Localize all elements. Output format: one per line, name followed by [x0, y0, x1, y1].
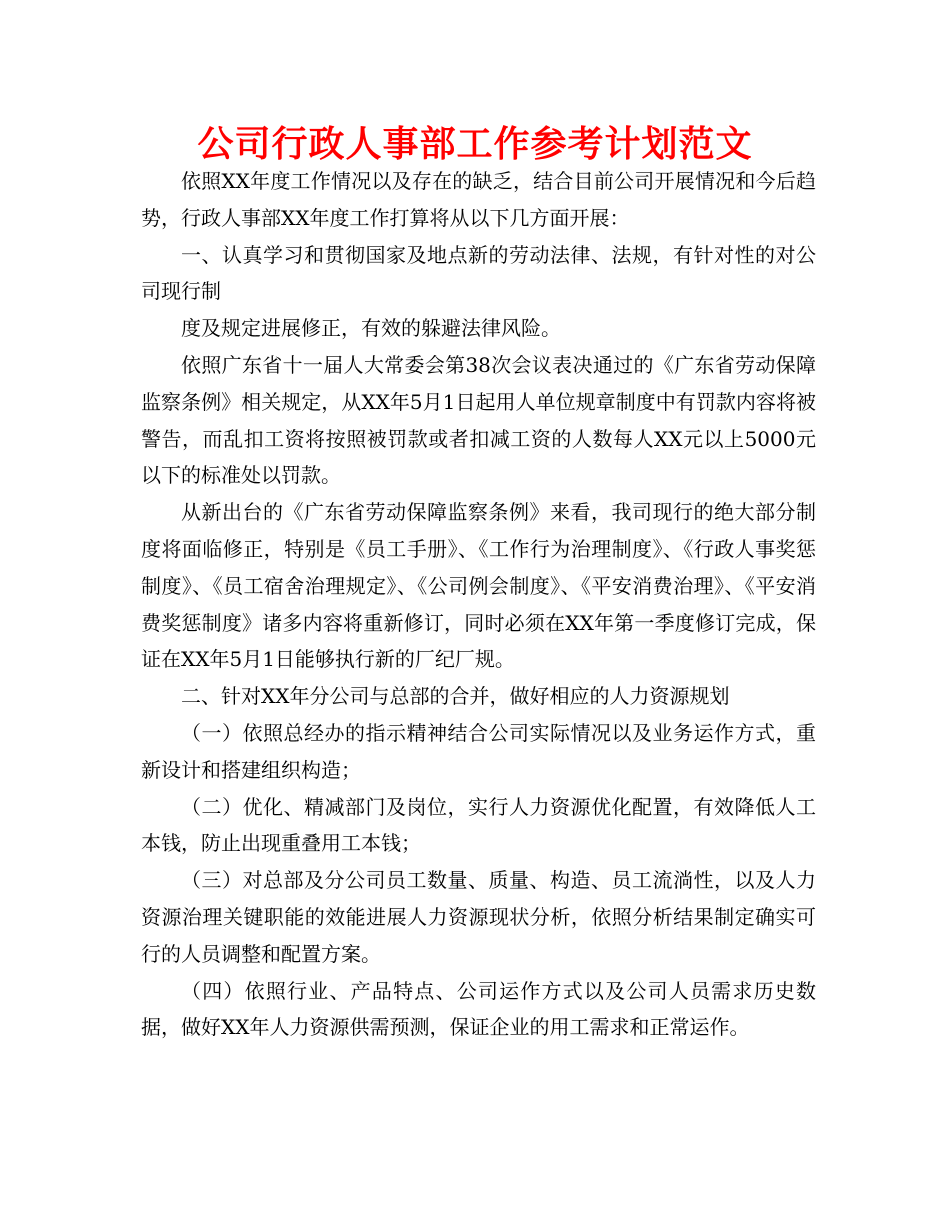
paragraph-regulation: 依照广东省十一届人大常委会第38次会议表决通过的《广东省劳动保障监察条例》相关规定，从XX年5月1日起用人单位规章制度中有罚款内容将被警告，而乱扣工资将按照被罚款或者扣减工资的人数每人XX元以上5000元以下的标准处以罚款。: [141, 352, 816, 488]
paragraph-section-2-heading: 二、针对XX年分公司与总部的合并，做好相应的人力资源规划: [181, 684, 730, 709]
paragraph-item-4: （四）依照行业、产品特点、公司运作方式以及公司人员需求历史数据，做好XX年人力资源供需预测，保证企业的用工需求和正常运作。: [141, 978, 816, 1040]
paragraph-item-3: （三）对总部及分公司员工数量、质量、构造、员工流淌性，以及人力资源治理关键职能的效能进展人力资源现状分析，依照分析结果制定确实可行的人员调整和配置方案。: [141, 868, 816, 966]
paragraph-section-1-continuation: 度及规定进展修正，有效的躲避法律风险。: [181, 316, 561, 341]
paragraph-item-1: （一）依照总经办的指示精神结合公司实际情况以及业务运作方式，重新设计和搭建组织构造；: [141, 720, 816, 782]
paragraph-revision: 从新出台的《广东省劳动保障监察条例》来看，我司现行的绝大部分制度将面临修正，特别是《员工手册》、《工作行为治理制度》、《行政人事奖惩制度》、《员工宿舍治理规定》、《公司例会制度》、《平安消费治理》、《平安消费奖惩制度》诸多内容将重新修订，同时必须在XX年第一季度修订完成，保证在XX年5月1日能够执行新的厂纪厂规。: [141, 500, 816, 672]
document-title: 公司行政人事部工作参考计划范文: [197, 124, 753, 165]
paragraph-item-2: （二）优化、精减部门及岗位，实行人力资源优化配置，有效降低人工本钱，防止出现重叠用工本钱；: [141, 794, 816, 856]
document-body: [141, 163, 816, 1046]
paragraph-section-1-heading: 一、认真学习和贯彻国家及地点新的劳动法律、法规，有针对性的对公司现行制: [141, 242, 816, 304]
paragraph-intro: 依照XX年度工作情况以及存在的缺乏，结合目前公司开展情况和今后趋势，行政人事部XX年度工作打算将从以下几方面开展：: [141, 169, 816, 230]
